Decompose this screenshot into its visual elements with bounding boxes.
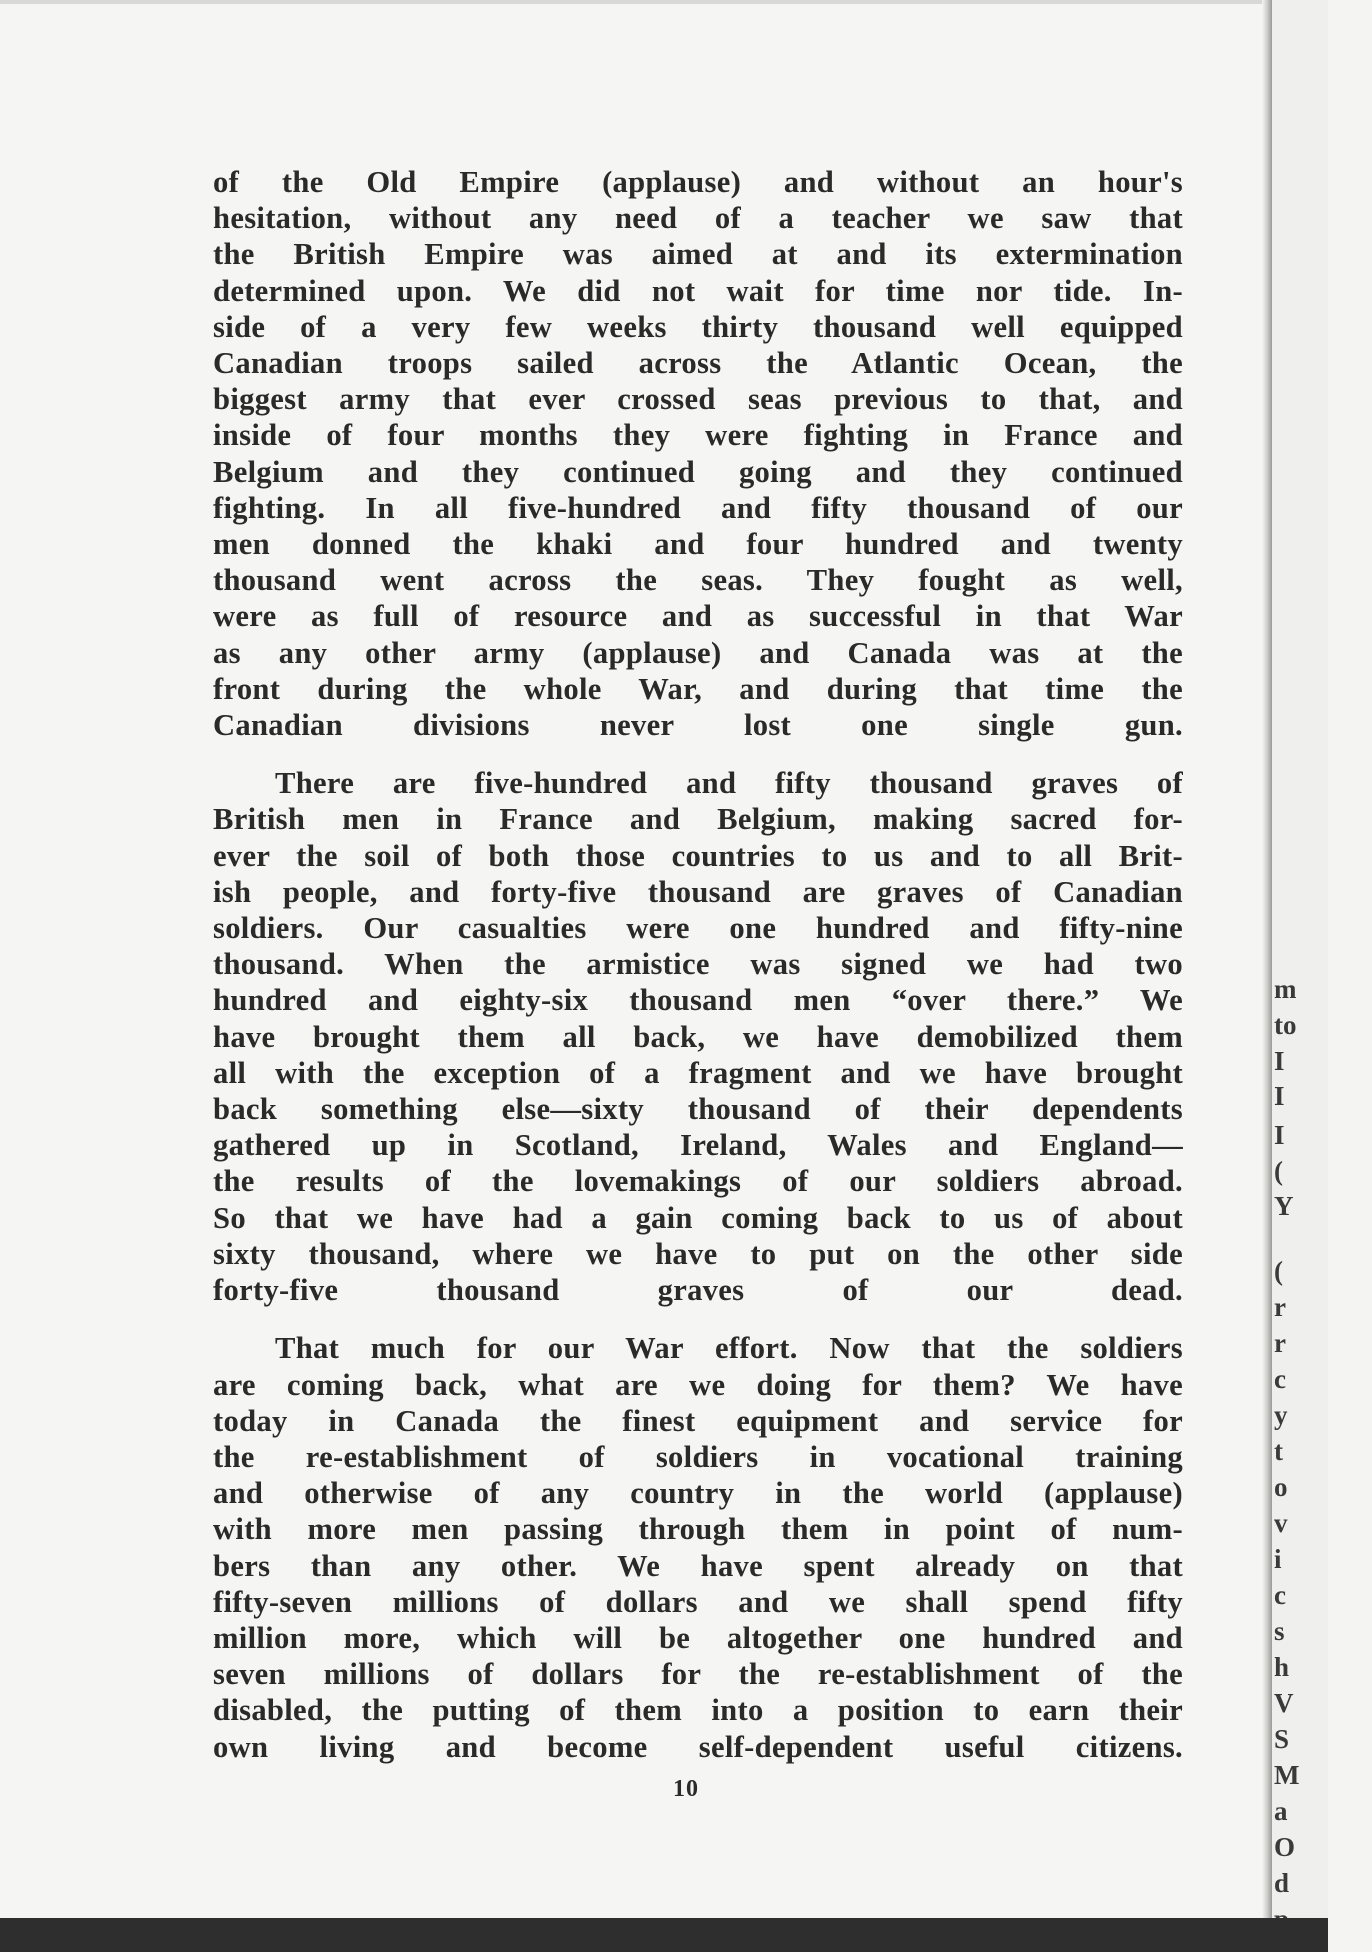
- margin-letter: a: [1274, 1796, 1288, 1826]
- text-line: as any other army (applause) and Canada was at the: [213, 635, 1183, 670]
- scanner-bottom-edge: [0, 1918, 1328, 1952]
- text-line: There are five-hundred and fifty thousand graves of: [275, 766, 1183, 801]
- paragraph-2: [213, 765, 1183, 1308]
- margin-letter: c: [1274, 1364, 1286, 1394]
- margin-letter: t: [1274, 1436, 1283, 1466]
- page-top-edge: [0, 0, 1328, 4]
- text-line: That much for our War effort. Now that the soldiers: [275, 1331, 1183, 1366]
- page-number: 10: [673, 1776, 699, 1802]
- margin-letter: to: [1274, 1010, 1297, 1040]
- margin-letter: I: [1274, 1081, 1285, 1111]
- text-line: disabled, the putting of them into a position to earn their: [213, 1693, 1183, 1728]
- text-line: sixty thousand, where we have to put on the other side: [213, 1236, 1183, 1271]
- text-line: own living and become self-dependent useful citizens.: [213, 1729, 1183, 1764]
- margin-letter: Y: [1274, 1191, 1294, 1221]
- text-line: thousand. When the armistice was signed we had two: [213, 947, 1183, 982]
- margin-letter: (: [1274, 1256, 1283, 1286]
- text-line: front during the whole War, and during that time the: [213, 671, 1183, 706]
- text-line: bers than any other. We have spent already on that: [213, 1548, 1183, 1583]
- text-line: fifty-seven millions of dollars and we shall spend fifty: [213, 1584, 1183, 1619]
- margin-letter: I: [1274, 1046, 1285, 1076]
- text-line: fighting. In all five-hundred and fifty thousand of our: [213, 490, 1183, 525]
- text-line: side of a very few weeks thirty thousand well equipped: [213, 309, 1183, 344]
- text-line: with more men passing through them in point of num-: [213, 1512, 1183, 1547]
- text-line: soldiers. Our casualties were one hundred and fifty-nine: [213, 911, 1183, 946]
- text-line: were as full of resource and as successful in that War: [213, 599, 1183, 634]
- paragraph-3: [213, 1330, 1183, 1764]
- margin-letter: S: [1274, 1724, 1290, 1754]
- text-line: are coming back, what are we doing for them? We have: [213, 1367, 1183, 1402]
- margin-letter: c: [1274, 1580, 1286, 1610]
- margin-letter: V: [1274, 1688, 1294, 1718]
- text-line: forty-five thousand graves of our dead.: [213, 1273, 1183, 1308]
- text-line: So that we have had a gain coming back to us of about: [213, 1200, 1183, 1235]
- margin-letter: v: [1274, 1508, 1288, 1538]
- margin-letter: o: [1274, 1472, 1288, 1502]
- text-line: inside of four months they were fighting in France and: [213, 418, 1183, 453]
- text-line: gathered up in Scotland, Ireland, Wales and England—: [213, 1128, 1183, 1163]
- text-line: determined upon. We did not wait for time nor tide. In-: [213, 273, 1183, 308]
- text-line: seven millions of dollars for the re-establishment of the: [213, 1657, 1183, 1692]
- text-line: ever the soil of both those countries to us and to all Brit-: [213, 838, 1183, 873]
- margin-letter: m: [1274, 974, 1297, 1004]
- adjacent-page-edge: [1272, 0, 1328, 1918]
- text-line: thousand went across the seas. They fought as well,: [213, 563, 1183, 598]
- text-line: million more, which will be altogether one hundred and: [213, 1620, 1183, 1655]
- text-line: and otherwise of any country in the world (applause): [213, 1476, 1183, 1511]
- text-line: hesitation, without any need of a teacher we saw that: [213, 201, 1183, 236]
- text-line: the results of the lovemakings of our soldiers abroad.: [213, 1164, 1183, 1199]
- text-line: Canadian divisions never lost one single gun.: [213, 708, 1183, 743]
- text-line: biggest army that ever crossed seas previous to that, and: [213, 382, 1183, 417]
- margin-letter: O: [1274, 1832, 1296, 1862]
- text-line: today in Canada the finest equipment and service for: [213, 1403, 1183, 1438]
- text-line: men donned the khaki and four hundred and twenty: [213, 527, 1183, 562]
- text-line: the British Empire was aimed at and its extermination: [213, 237, 1183, 272]
- margin-letter: r: [1274, 1292, 1286, 1322]
- text-line: have brought them all back, we have demobilized them: [213, 1019, 1183, 1054]
- margin-letter: s: [1274, 1616, 1285, 1646]
- text-line: all with the exception of a fragment and we have brought: [213, 1055, 1183, 1090]
- text-line: ish people, and forty-five thousand are graves of Canadian: [213, 874, 1183, 909]
- page-gutter-shadow: [1262, 0, 1272, 1918]
- text-line: the re-establishment of soldiers in vocational training: [213, 1439, 1183, 1474]
- text-line: Canadian troops sailed across the Atlantic Ocean, the: [213, 346, 1183, 381]
- margin-letter: d: [1274, 1868, 1290, 1898]
- text-line: back something else—sixty thousand of their dependents: [213, 1092, 1183, 1127]
- margin-letter: y: [1274, 1400, 1288, 1430]
- text-line: British men in France and Belgium, making sacred for-: [213, 802, 1183, 837]
- margin-letter: i: [1274, 1544, 1282, 1574]
- body-text: [213, 164, 1183, 1765]
- margin-letter: r: [1274, 1328, 1286, 1358]
- margin-letter: (: [1274, 1156, 1283, 1186]
- margin-letter: h: [1274, 1652, 1290, 1682]
- margin-letter: M: [1274, 1760, 1300, 1790]
- text-line: Belgium and they continued going and they continued: [213, 454, 1183, 489]
- text-line: hundred and eighty-six thousand men “over there.” We: [213, 983, 1183, 1018]
- paragraph-1: [213, 164, 1183, 743]
- margin-letter: I: [1274, 1120, 1285, 1150]
- text-line: of the Old Empire (applause) and without an hour's: [213, 165, 1183, 199]
